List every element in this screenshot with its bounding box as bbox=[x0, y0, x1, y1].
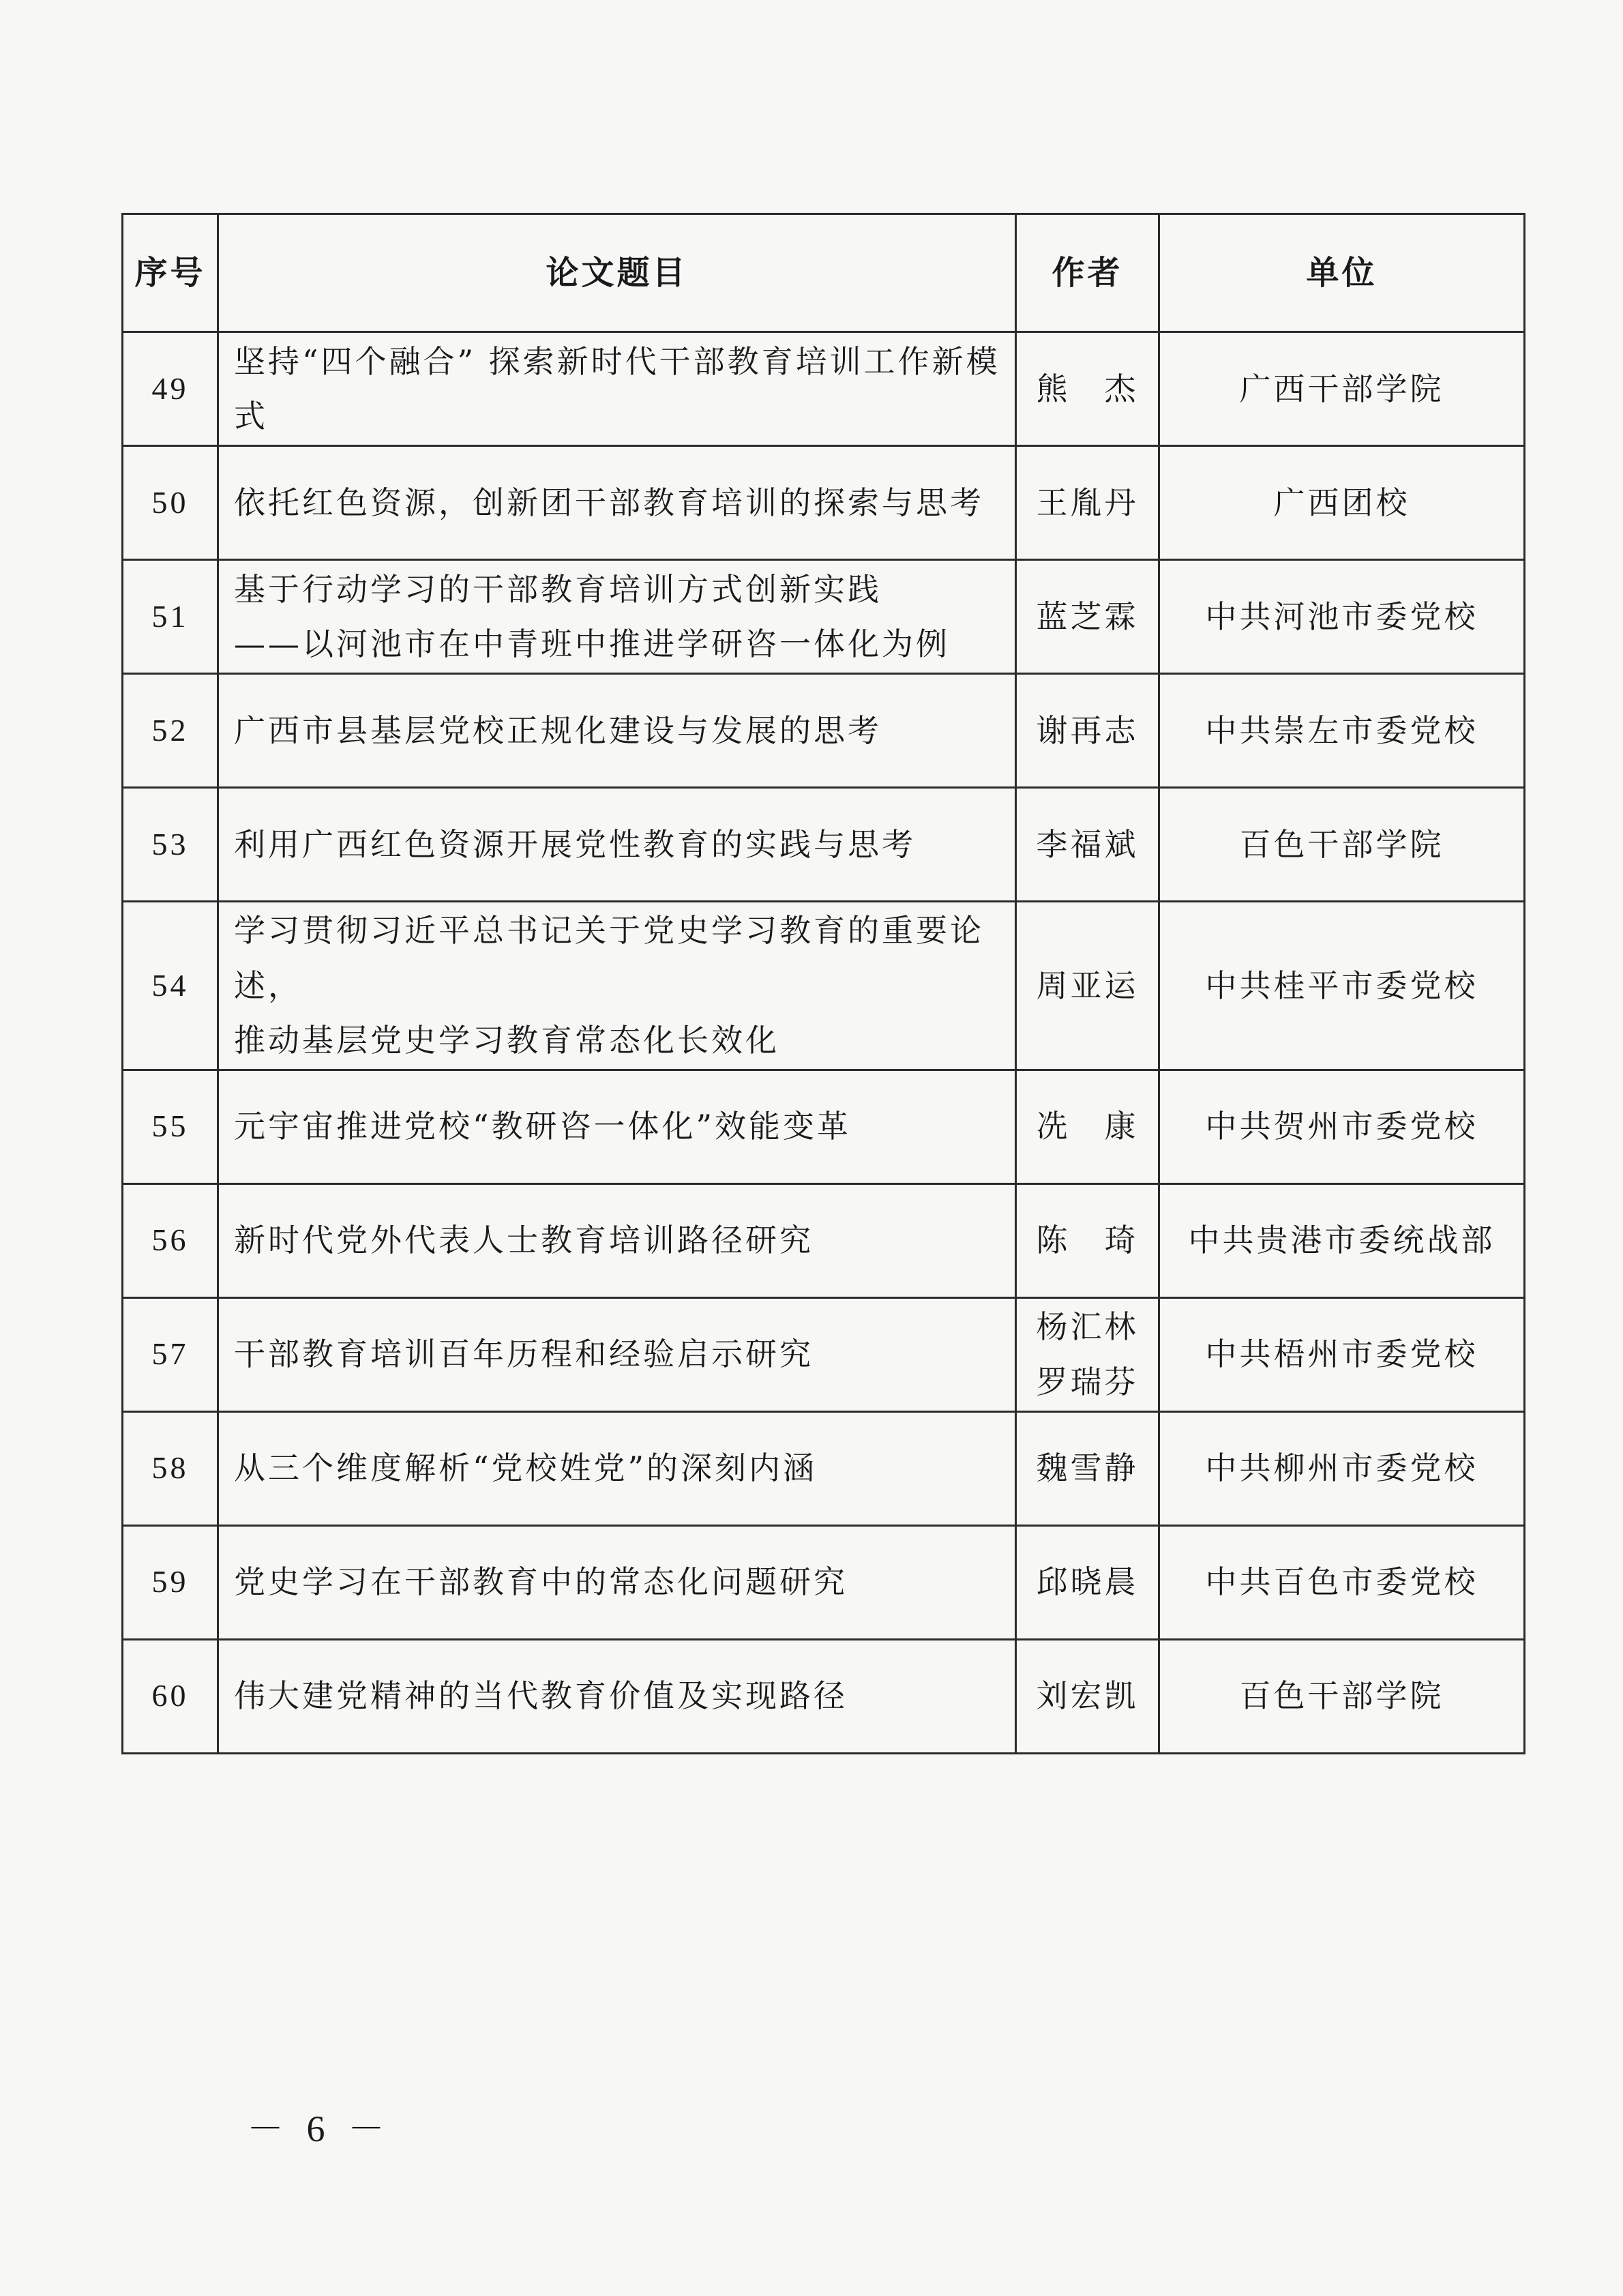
paper-author bbox=[1016, 788, 1159, 902]
paper-title-line: 推动基层党史学习教育常态化长效化 bbox=[234, 1022, 779, 1059]
paper-title-line: 元宇宙推进党校“教研咨一体化”效能变革 bbox=[234, 1108, 852, 1145]
paper-title-line: 干部教育培训百年历程和经验启示研究 bbox=[234, 1336, 814, 1373]
paper-author bbox=[1016, 1183, 1159, 1297]
paper-title bbox=[218, 1411, 1016, 1525]
table-row bbox=[123, 674, 1525, 788]
author-unit: 中共桂平市委党校 bbox=[1159, 902, 1525, 1070]
paper-author bbox=[1016, 1411, 1159, 1525]
paper-author bbox=[1016, 1525, 1159, 1639]
header-author: 作者 bbox=[1016, 214, 1159, 332]
table-row bbox=[123, 1070, 1525, 1183]
header-no: 序号 bbox=[123, 214, 218, 332]
header-unit: 单位 bbox=[1159, 214, 1525, 332]
author-name: 魏雪静 bbox=[1036, 1449, 1139, 1487]
paper-title bbox=[218, 1639, 1016, 1753]
row-number: 54 bbox=[123, 902, 218, 1070]
paper-author bbox=[1016, 1639, 1159, 1753]
paper-author bbox=[1016, 1297, 1159, 1411]
paper-title bbox=[218, 446, 1016, 560]
author-unit: 广西团校 bbox=[1159, 446, 1525, 560]
table-row bbox=[123, 560, 1525, 674]
table-row bbox=[123, 902, 1525, 1070]
paper-list-table bbox=[121, 213, 1525, 1754]
paper-title bbox=[218, 1297, 1016, 1411]
author-unit: 中共柳州市委党校 bbox=[1159, 1411, 1525, 1525]
row-number: 51 bbox=[123, 560, 218, 674]
author-name: 罗瑞芬 bbox=[1036, 1363, 1139, 1400]
paper-title bbox=[218, 674, 1016, 788]
author-unit: 中共梧州市委党校 bbox=[1159, 1297, 1525, 1411]
author-name: 李福斌 bbox=[1036, 825, 1139, 863]
table-row bbox=[123, 1525, 1525, 1639]
author-name: 周亚运 bbox=[1036, 967, 1139, 1004]
table-row bbox=[123, 788, 1525, 902]
table-row bbox=[123, 1183, 1525, 1297]
paper-author bbox=[1016, 332, 1159, 446]
paper-title-line: 党史学习在干部教育中的常态化问题研究 bbox=[234, 1563, 848, 1601]
paper-title-line: 新时代党外代表人士教育培训路径研究 bbox=[234, 1222, 814, 1259]
author-unit: 中共河池市委党校 bbox=[1159, 560, 1525, 674]
author-unit: 百色干部学院 bbox=[1159, 1639, 1525, 1753]
paper-title bbox=[218, 1070, 1016, 1183]
paper-title-line: 坚持“四个融合” 探索新时代干部教育培训工作新模式 bbox=[234, 342, 1000, 435]
paper-title-line: 学习贯彻习近平总书记关于党史学习教育的重要论述， bbox=[234, 912, 984, 1004]
paper-author bbox=[1016, 674, 1159, 788]
paper-title bbox=[218, 560, 1016, 674]
paper-title-line: ——以河池市在中青班中推进学研咨一体化为例 bbox=[234, 625, 950, 662]
paper-title-line: 广西市县基层党校正规化建设与发展的思考 bbox=[234, 711, 882, 749]
author-unit: 中共崇左市委党校 bbox=[1159, 674, 1525, 788]
row-number: 57 bbox=[123, 1297, 218, 1411]
table-row bbox=[123, 446, 1525, 560]
author-unit: 中共贵港市委统战部 bbox=[1159, 1183, 1525, 1297]
table-body bbox=[123, 332, 1525, 1754]
author-name: 冼 康 bbox=[1036, 1108, 1139, 1145]
paper-author bbox=[1016, 1070, 1159, 1183]
table-row bbox=[123, 1297, 1525, 1411]
header-title: 论文题目 bbox=[218, 214, 1016, 332]
row-number: 52 bbox=[123, 674, 218, 788]
paper-title bbox=[218, 902, 1016, 1070]
paper-title bbox=[218, 1183, 1016, 1297]
paper-title-line: 依托红色资源，创新团干部教育培训的探索与思考 bbox=[234, 484, 984, 521]
table-row bbox=[123, 1639, 1525, 1753]
author-unit: 广西干部学院 bbox=[1159, 332, 1525, 446]
paper-title-line: 利用广西红色资源开展党性教育的实践与思考 bbox=[234, 825, 916, 863]
paper-title bbox=[218, 788, 1016, 902]
row-number: 53 bbox=[123, 788, 218, 902]
paper-title-line: 伟大建党精神的当代教育价值及实现路径 bbox=[234, 1677, 848, 1715]
author-name: 邱晓晨 bbox=[1036, 1563, 1139, 1601]
paper-author bbox=[1016, 902, 1159, 1070]
author-name: 蓝芝霖 bbox=[1036, 598, 1139, 635]
row-number: 60 bbox=[123, 1639, 218, 1753]
table-row bbox=[123, 1411, 1525, 1525]
author-unit: 中共百色市委党校 bbox=[1159, 1525, 1525, 1639]
author-unit: 中共贺州市委党校 bbox=[1159, 1070, 1525, 1183]
author-unit: 百色干部学院 bbox=[1159, 788, 1525, 902]
row-number: 55 bbox=[123, 1070, 218, 1183]
paper-author bbox=[1016, 446, 1159, 560]
paper-title-line: 从三个维度解析“党校姓党”的深刻内涵 bbox=[234, 1449, 818, 1487]
page-number: － 6 － bbox=[247, 2108, 391, 2149]
row-number: 58 bbox=[123, 1411, 218, 1525]
author-name: 谢再志 bbox=[1036, 711, 1139, 749]
table-row bbox=[123, 332, 1525, 446]
paper-title-line: 基于行动学习的干部教育培训方式创新实践 bbox=[234, 570, 882, 608]
row-number: 59 bbox=[123, 1525, 218, 1639]
author-name: 熊 杰 bbox=[1036, 370, 1139, 407]
paper-title bbox=[218, 332, 1016, 446]
author-name: 陈 琦 bbox=[1036, 1222, 1139, 1259]
row-number: 49 bbox=[123, 332, 218, 446]
author-name: 杨汇林 bbox=[1036, 1308, 1139, 1345]
table-header-row bbox=[123, 214, 1525, 332]
author-name: 刘宏凯 bbox=[1036, 1677, 1139, 1715]
row-number: 50 bbox=[123, 446, 218, 560]
paper-author bbox=[1016, 560, 1159, 674]
row-number: 56 bbox=[123, 1183, 218, 1297]
paper-title bbox=[218, 1525, 1016, 1639]
author-name: 王胤丹 bbox=[1036, 484, 1139, 521]
